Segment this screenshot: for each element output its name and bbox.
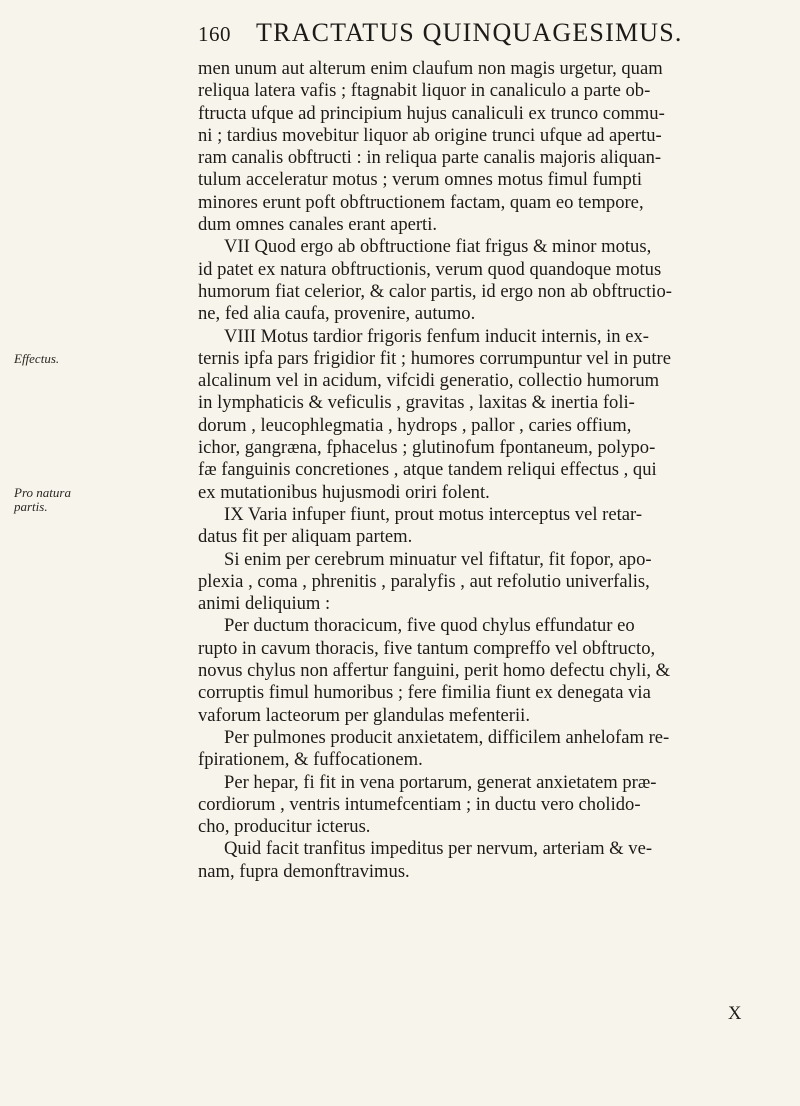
text-line: nam, fupra demonftravimus. [198, 860, 410, 882]
page-header [198, 18, 760, 52]
page-number: 160 [198, 22, 231, 46]
text-line: minores erunt poft obftructionem factam, quam eo tempore, [198, 191, 644, 213]
text-line: ftructa ufque ad principium hujus canaliculi ex trunco commu- [198, 102, 665, 124]
text-line: Per ductum thoracicum, five quod chylus effundatur eo [224, 615, 635, 637]
text-line: vaforum lacteorum per glandulas mefenterii. [198, 704, 530, 726]
text-line: in lymphaticis & veficulis , gravitas , laxitas & inertia foli- [198, 392, 635, 414]
text-line: fæ fanguinis concretiones , atque tandem reliqui effectus , qui [198, 459, 657, 481]
text-line: animi deliquium : [198, 593, 331, 615]
text-line: humorum fiat celerior, & calor partis, id ergo non ab obftructio- [198, 280, 672, 302]
margin-note-effectus: Effectus. [14, 350, 60, 366]
text-line: men unum aut alterum enim claufum non magis urgetur, quam [198, 58, 663, 79]
text-line: dum omnes canales erant aperti. [198, 214, 438, 236]
body-text [198, 58, 758, 883]
text-line: VIII Motus tardior frigoris fenfum inducit internis, in ex- [224, 325, 649, 347]
text-line: ternis ipfa pars frigidior fit ; humores corrumpuntur vel in putre [198, 347, 671, 369]
running-title: TRACTATUS QUINQUAGESIMUS. [256, 18, 683, 47]
text-line: ichor, gangræna, fphacelus ; glutinofum fpontaneum, polypo- [198, 437, 656, 459]
text-line: Per hepar, fi fit in vena portarum, generat anxietatem præ- [224, 771, 657, 793]
text-line: cordiorum , ventris intumefcentiam ; in ductu vero cholido- [198, 793, 641, 815]
text-line: alcalinum vel in acidum, vifcidi generatio, collectio humorum [198, 370, 660, 392]
text-line: Quid facit tranfitus impeditus per nervum, arteriam & ve- [224, 838, 653, 860]
text-line: IX Varia infuper fiunt, prout motus interceptus vel retar- [224, 503, 643, 525]
text-line: id patet ex natura obftructionis, verum quod quandoque motus [198, 258, 662, 280]
text-line: novus chylus non affertur fanguini, perit homo defectu chyli, & [198, 660, 671, 682]
text-line: cho, producitur icterus. [198, 816, 371, 838]
catchword: X [728, 1003, 742, 1024]
text-line: datus fit per aliquam partem. [198, 526, 413, 548]
text-line: ex mutationibus hujusmodi oriri folent. [198, 481, 490, 503]
text-line: tulum acceleratur motus ; verum omnes motus fimul fumpti [198, 169, 643, 191]
text-line: dorum , leucophlegmatia , hydrops , pallor , caries offium, [198, 414, 632, 436]
text-line: corruptis fimul humoribus ; fere fimilia fiunt ex denegata via [198, 682, 651, 704]
text-line: VII Quod ergo ab obftructione fiat frigus & minor motus, [224, 236, 652, 258]
text-line: plexia , coma , phrenitis , paralyfis , aut refolutio univerfalis, [198, 570, 650, 592]
margin-note-pro-natura-partis: Pro natura partis. [14, 484, 71, 514]
text-line: reliqua latera vafis ; ftagnabit liquor in canaliculo a parte ob- [198, 80, 651, 102]
text-line: Si enim per cerebrum minuatur vel fiftatur, fit fopor, apo- [224, 548, 652, 570]
text-line: rupto in cavum thoracis, five tantum compreffo vel obftructo, [198, 637, 656, 659]
text-line: ram canalis obftructi : in reliqua parte canalis majoris aliquan- [198, 147, 662, 169]
text-line: fpirationem, & fuffocationem. [198, 749, 423, 771]
text-line: ni ; tardius movebitur liquor ab origine trunci ufque ad apertu- [198, 124, 662, 146]
text-line: ne, fed alia caufa, provenire, autumo. [198, 303, 476, 325]
text-line: Per pulmones producit anxietatem, difficilem anhelofam re- [224, 726, 670, 748]
